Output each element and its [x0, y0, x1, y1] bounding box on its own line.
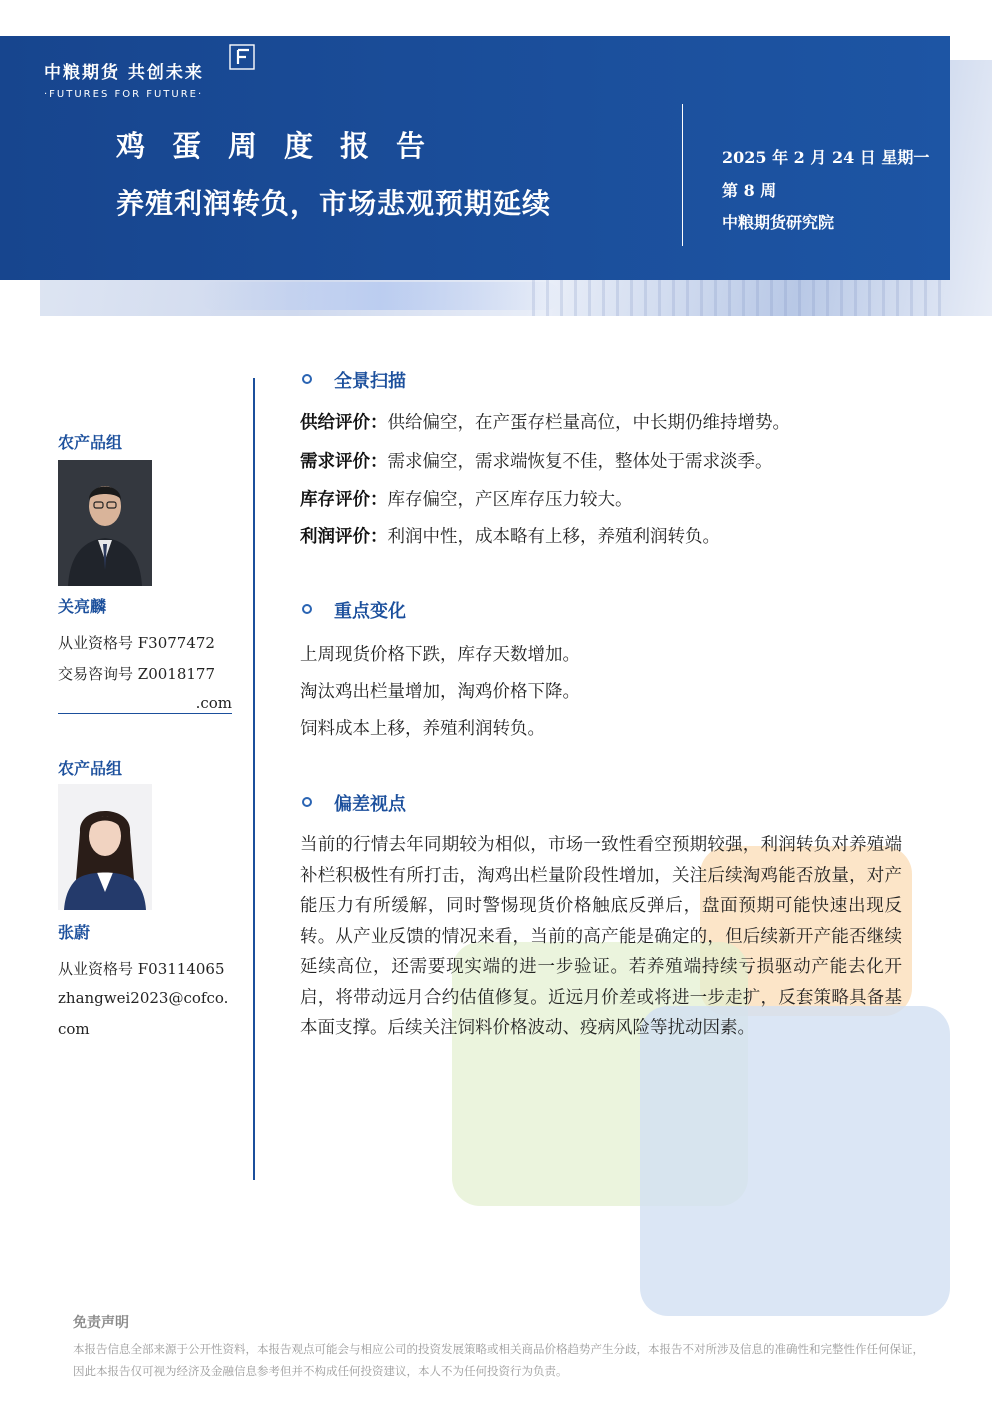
changes-bullet-icon [302, 604, 312, 614]
changes-title: 重点变化 [334, 601, 406, 622]
inventory-evaluation-key: 库存评价： [300, 490, 388, 510]
deco-blue-block [640, 1006, 950, 1316]
deviation-bullet-icon [302, 797, 312, 807]
change-item: 饲料成本上移，养殖利润转负。 [300, 719, 545, 739]
supply-evaluation-value: 供给偏空，在产蛋存栏量高位，中长期仍维持增势。 [387, 413, 790, 433]
deviation-title: 偏差视点 [334, 794, 406, 815]
analyst-2-photo [58, 784, 152, 910]
overview-title: 全景扫描 [334, 371, 406, 392]
inventory-evaluation [300, 486, 633, 511]
analyst-2-name: 张蔚 [58, 923, 91, 942]
supply-evaluation-key: 供给评价： [300, 413, 388, 433]
disclaimer-text: 本报告信息全部来源于公开性资料，本报告观点可能会与相应公司的投资发展策略或相关商品价格趋势产生分歧，本报告不对所涉及信息的准确性和完整性作任何保证，因此本报告仅可视为经济及金融信息参考但并不构成任何投资建议，本人不为任何投资行为负责。 [73, 1342, 924, 1378]
analyst-1-license: 从业资格号 F3077472 [58, 634, 215, 652]
analyst-1-advisory: 交易咨询号 Z0018177 [58, 665, 215, 683]
demand-evaluation [300, 448, 773, 473]
inventory-evaluation-value: 库存偏空，产区库存压力较大。 [387, 490, 633, 510]
logo-chinese-text: 中粮期货 共创未来 [44, 63, 204, 83]
change-item: 上周现货价格下跌，库存天数增加。 [300, 645, 580, 665]
analyst-2-email-line1[interactable]: zhangwei2023@cofco. [58, 989, 229, 1007]
analyst-1-name: 关亮麟 [58, 597, 107, 616]
report-institute: 中粮期货研究院 [722, 213, 835, 232]
analyst-2-email-line2[interactable]: com [58, 1020, 90, 1038]
logo-english-text: ·FUTURES FOR FUTURE· [44, 89, 204, 100]
analyst-2-license: 从业资格号 F03114065 [58, 960, 225, 978]
supply-evaluation [300, 409, 790, 434]
disclaimer-title: 免责声明 [73, 1315, 129, 1331]
analyst-2-group: 农产品组 [58, 759, 123, 778]
logo-f-icon [229, 44, 255, 70]
profit-evaluation-value: 利润中性，成本略有上移，养殖利润转负。 [387, 527, 720, 547]
demand-evaluation-value: 需求偏空，需求端恢复不佳，整体处于需求淡季。 [387, 452, 773, 472]
analyst-1-email[interactable]: .com [195, 694, 232, 712]
report-week: 第 8 周 [722, 181, 777, 200]
overview-bullet-icon [302, 374, 312, 384]
report-title: 鸡蛋周度报告 [116, 129, 453, 163]
deviation-paragraph: 当前的行情去年同期较为相似，市场一致性看空预期较强，利润转负对养殖端补栏积极性有所打击，淘鸡出栏量阶段性增加，关注后续淘鸡能否放量，对产能压力有所缓解，同时警惕现货价格触底反弹后，盘面预期可能快速出现反转。从产业反馈的情况来看，当前的高产能是确定的，但后续新开产能否继续延续高位，还需要现实端的进一步验证。若养殖端持续亏损驱动产能去化开启，将带动远月合约估值修复。近远月价差或将进一步走扩，反套策略具备基本面支撑。后续关注饲料价格波动、疫病风险等扰动因素。 [300, 835, 902, 1038]
header-divider [682, 104, 683, 246]
column-divider [253, 378, 255, 1180]
header-glow [200, 282, 560, 310]
analyst-1-photo [58, 460, 152, 586]
company-logo [44, 58, 204, 100]
profit-evaluation-key: 利润评价： [300, 527, 388, 547]
change-item: 淘汰鸡出栏量增加，淘鸡价格下降。 [300, 682, 580, 702]
demand-evaluation-key: 需求评价： [300, 452, 388, 472]
profit-evaluation [300, 523, 720, 548]
analyst-1-group: 农产品组 [58, 433, 123, 452]
report-date: 2025 年 2 月 24 日 星期一 [722, 148, 930, 167]
analyst-1-underline [58, 713, 232, 714]
analyst-1-portrait-icon [58, 460, 152, 586]
report-subtitle: 养殖利润转负，市场悲观预期延续 [116, 187, 552, 220]
analyst-2-portrait-icon [58, 784, 152, 910]
